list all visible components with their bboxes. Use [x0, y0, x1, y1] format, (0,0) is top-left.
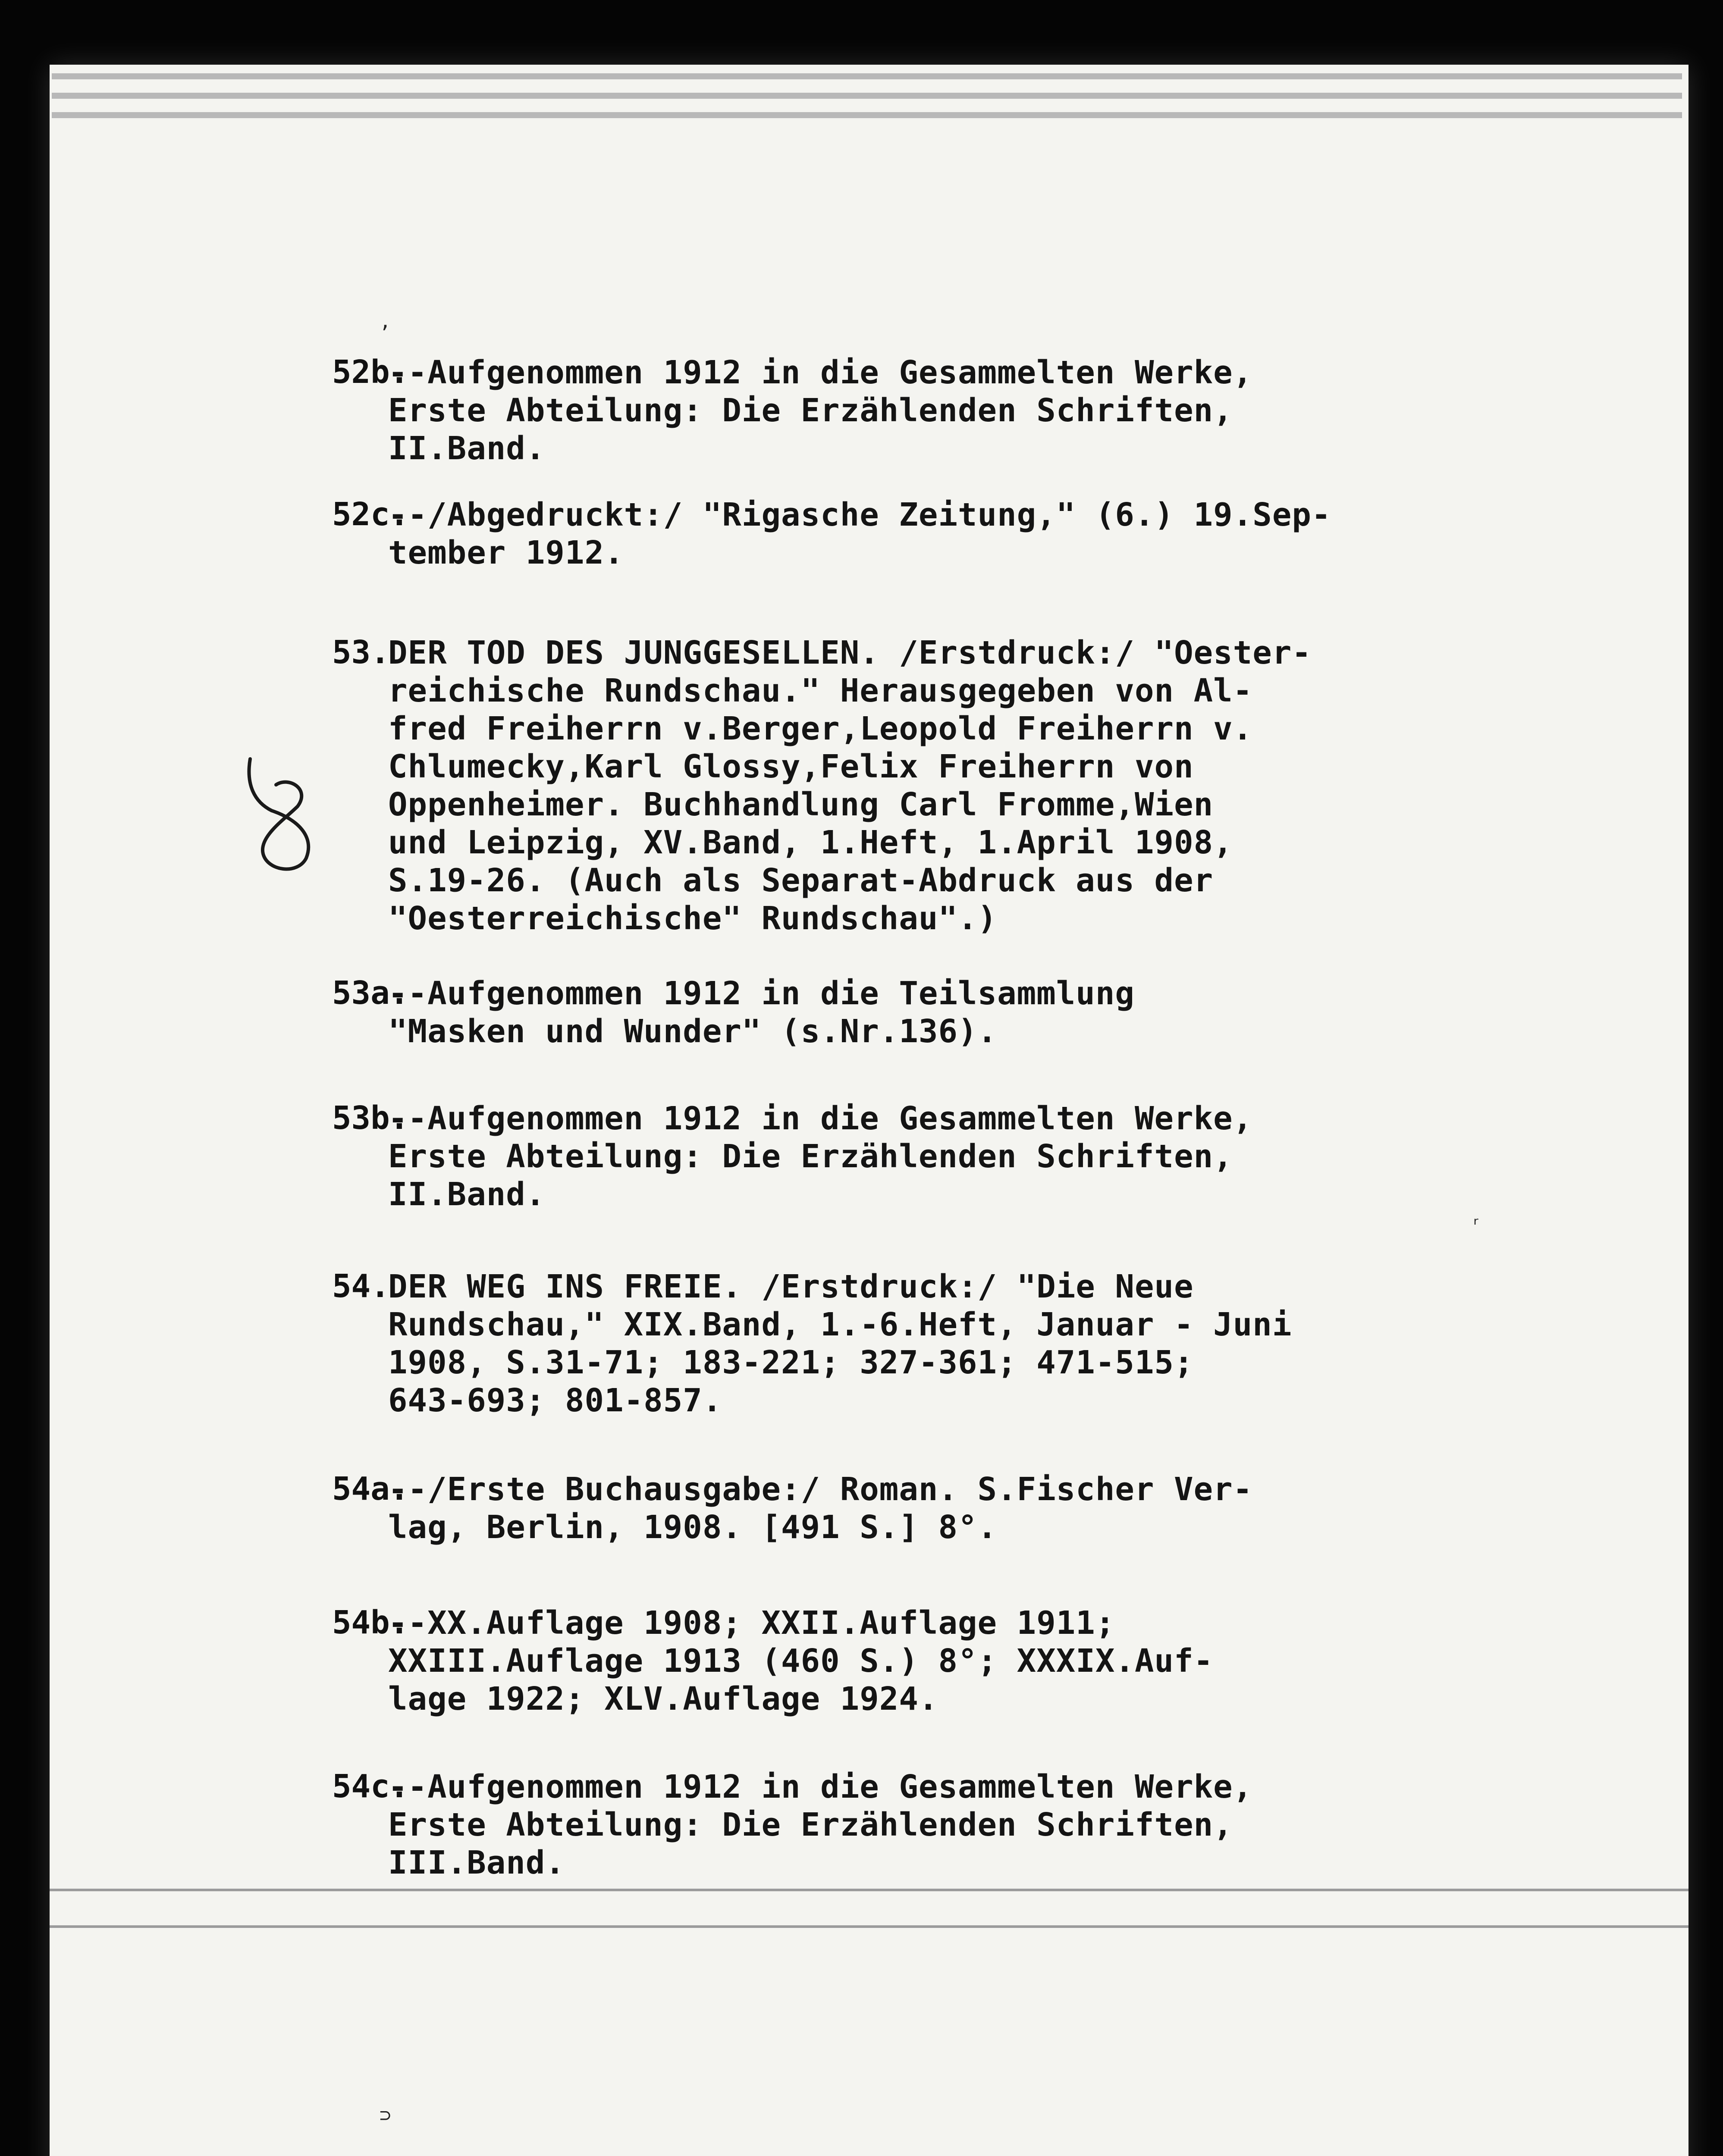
entry-number: 54a. [332, 1470, 409, 1507]
entry-number: 52b. [332, 354, 409, 391]
entry-line: reichische Rundschau." Herausgegeben von Al- [388, 672, 1253, 709]
entry-line: "Oesterreichische" Rundschau".) [388, 900, 998, 937]
entry-line: --/Erste Buchausgabe:/ Roman. S.Fischer Ver- [388, 1471, 1253, 1508]
entry-line: XXIII.Auflage 1913 (460 S.) 8°; XXXIX.Auf- [388, 1642, 1214, 1680]
entry-line: und Leipzig, XV.Band, 1.Heft, 1.April 1908, [388, 824, 1233, 861]
entry-line: Chlumecky,Karl Glossy,Felix Freiherrn von [388, 748, 1194, 785]
entry-line: --Aufgenommen 1912 in die Gesammelten Werke, [388, 1100, 1253, 1137]
entry-line: "Masken und Wunder" (s.Nr.136). [388, 1013, 998, 1050]
entry-line: S.19-26. (Auch als Separat-Abdruck aus der [388, 862, 1214, 899]
entry-line: Oppenheimer. Buchhandlung Carl Fromme,Wien [388, 786, 1214, 823]
bibliography-entry [332, 496, 1510, 572]
entry-line: --XX.Auflage 1908; XXII.Auflage 1911; [388, 1604, 1115, 1642]
entry-line: --/Abgedruckt:/ "Rigasche Zeitung," (6.) 19.Sep- [388, 496, 1331, 533]
entry-line: II.Band. [388, 1176, 546, 1213]
entry-number: 53b. [332, 1100, 409, 1137]
entry-line: lage 1922; XLV.Auflage 1924. [388, 1680, 938, 1717]
entry-line: 643-693; 801-857. [388, 1382, 722, 1419]
entry-number: 53. [332, 634, 390, 671]
margin-tick: ⊃ [380, 2104, 391, 2126]
bibliography-entry [332, 1470, 1510, 1546]
entry-line: --Aufgenommen 1912 in die Gesammelten Werke, [388, 1768, 1253, 1805]
divider-line [50, 1889, 1688, 1891]
bibliography-entry [332, 1768, 1510, 1882]
divider-line [50, 1925, 1688, 1928]
bibliography-entry [332, 1604, 1510, 1718]
entry-line: II.Band. [388, 430, 546, 467]
entry-line: III.Band. [388, 1844, 565, 1881]
bibliography-entry [332, 1268, 1510, 1420]
entry-line: fred Freiherrn v.Berger,Leopold Freiherrn v. [388, 710, 1253, 747]
page-edge [52, 73, 1682, 79]
entry-line: Erste Abteilung: Die Erzählenden Schriften, [388, 1138, 1233, 1175]
entry-line: tember 1912. [388, 534, 624, 571]
page-edge [52, 93, 1682, 99]
page-edge [52, 112, 1682, 118]
bibliography-entry [332, 634, 1510, 937]
entry-number: 54c. [332, 1768, 409, 1805]
margin-tick: ᵣ [1471, 1207, 1482, 1229]
entry-line: DER WEG INS FREIE. /Erstdruck:/ "Die Neue [388, 1268, 1194, 1305]
entry-number: 52c. [332, 496, 409, 533]
margin-tick: , [380, 310, 391, 332]
entry-line: --Aufgenommen 1912 in die Teilsammlung [388, 975, 1135, 1012]
entry-line: DER TOD DES JUNGGESELLEN. /Erstdruck:/ "Oester- [388, 634, 1312, 671]
entry-line: --Aufgenommen 1912 in die Gesammelten Werke, [388, 354, 1253, 391]
entry-line: 1908, S.31-71; 183-221; 327-361; 471-515; [388, 1344, 1194, 1381]
bibliography-entry [332, 354, 1510, 467]
entry-line: lag, Berlin, 1908. [491 S.] 8°. [388, 1509, 998, 1546]
handwritten-mark [233, 750, 328, 880]
entry-number: 53a. [332, 975, 409, 1012]
entry-number: 54b. [332, 1604, 409, 1641]
entry-line: Erste Abteilung: Die Erzählenden Schriften, [388, 392, 1233, 429]
entry-line: Erste Abteilung: Die Erzählenden Schriften, [388, 1806, 1233, 1843]
entry-number: 54. [332, 1268, 390, 1305]
bibliography-entry [332, 1100, 1510, 1213]
bibliography-entry [332, 975, 1510, 1050]
entry-line: Rundschau," XIX.Band, 1.-6.Heft, Januar - Juni [388, 1306, 1292, 1343]
